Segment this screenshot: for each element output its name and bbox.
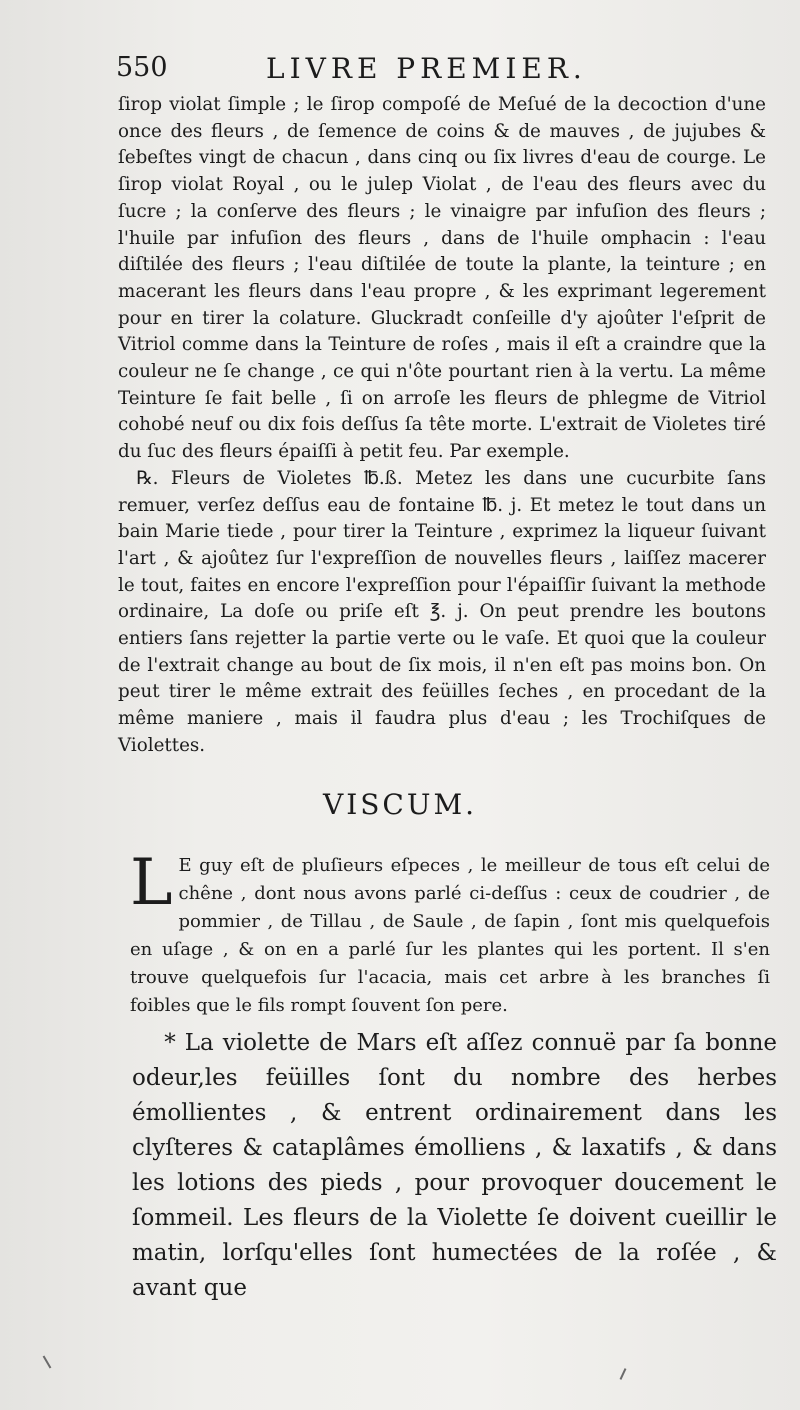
scan-mark (620, 1368, 627, 1380)
paragraph-recipe: ℞. Fleurs de Violetes ℔.ß. Metez les dans une cucurbite ſans remuer, verſez deſſus eau de fontaine ℔. j. Et metez le tout dans un bain Marie tiede , pour tirer la Teinture , exprimez la liqueur ſuivant l'art , & ajoûtez ſur l'expreſſion de nouvelles fleurs , laiſſez macerer le tout, faites en encore l'expreſſion pour l'épaiſſir ſuivant la methode ordinaire, La doſe ou priſe eſt ℥. j. On peut prendre les boutons entiers ſans rejetter la partie verte ou le vaſe. Et quoi que la couleur de l'extrait change au bout de ſix mois, il n'en eſt pas moins bon. On peut tirer le même extrait des feüilles ſeches , en procedant de la même maniere , mais il faudra plus d'eau ; les Trochiſques de Violettes. (118, 467, 766, 756)
footnote (132, 1026, 777, 1306)
page-header (116, 52, 776, 92)
section-title: VISCUM. (322, 788, 478, 821)
paragraph-preparations: ſirop violat ſimple ; le ſirop compoſé de Meſué de la decoction d'une once des fleurs , de ſemence de coins & de mauves , de jujubes & ſebeſtes vingt de chacun , dans cinq ou ſix livres d'eau de courge. Le ſirop violat Royal , ou le julep Violat , de l'eau des fleurs avec du ſucre ; la conſerve des fleurs ; le vinaigre par infuſion des fleurs ; l'huile par infuſion des fleurs , dans de l'huile omphacin : l'eau diſtilée des fleurs ; l'eau diſtilée de toute la plante, la teinture ; en macerant les fleurs dans l'eau propre , & les exprimant legerement pour en tirer la colature. Gluckradt conſeille d'y ajoûter l'eſprit de Vitriol comme dans la Teinture de roſes , mais il eſt a craindre que la couleur ne ſe change , ce qui n'ôte pourtant rien à la vertu. La même Teinture ſe fait belle , ſi on arroſe les fleurs de phlegme de Vitriol cohobé neuf ou dix fois deſſus ſa tête morte. L'extrait de Violetes tiré du ſuc des fleurs épaiſſi à petit feu. Par exemple. (118, 94, 766, 463)
footnote-text: * La violette de Mars eſt aſſez connuë par ſa bonne odeur,les feüilles ſont du nombre des herbes émollientes , & entrent ordinairement dans les clyſteres & cataplâmes émolliens , & laxatifs , & dans les lotions des pieds , pour provoquer doucement le ſommeil. Les fleurs de la Violette ſe doivent cueillir le matin, lorſqu'elles ſont humectées de la roſée , & avant que (132, 1030, 777, 1301)
body-text (118, 92, 766, 760)
scan-mark (43, 1355, 52, 1368)
page-number: 550 (116, 52, 168, 83)
section-text-block (130, 846, 770, 1020)
section-text: E guy eſt de pluſieurs eſpeces , le meilleur de tous eſt celui de chêne , dont nous avons parlé ci-deſſus : ceux de coudrier , de pommier , de Tillau , de Saule , de ſapin , ſont mis quelquefois en uſage , & on en a parlé ſur les plantes qui les portent. Il s'en trouve quelquefois ſur l'acacia, mais cet arbre à les branches ſi foibles que le fils rompt ſouvent ſon pere. (130, 855, 770, 1016)
section-paragraph (130, 846, 770, 1020)
drop-cap: L (130, 846, 173, 920)
running-title: LIVRE PREMIER. (266, 52, 587, 85)
